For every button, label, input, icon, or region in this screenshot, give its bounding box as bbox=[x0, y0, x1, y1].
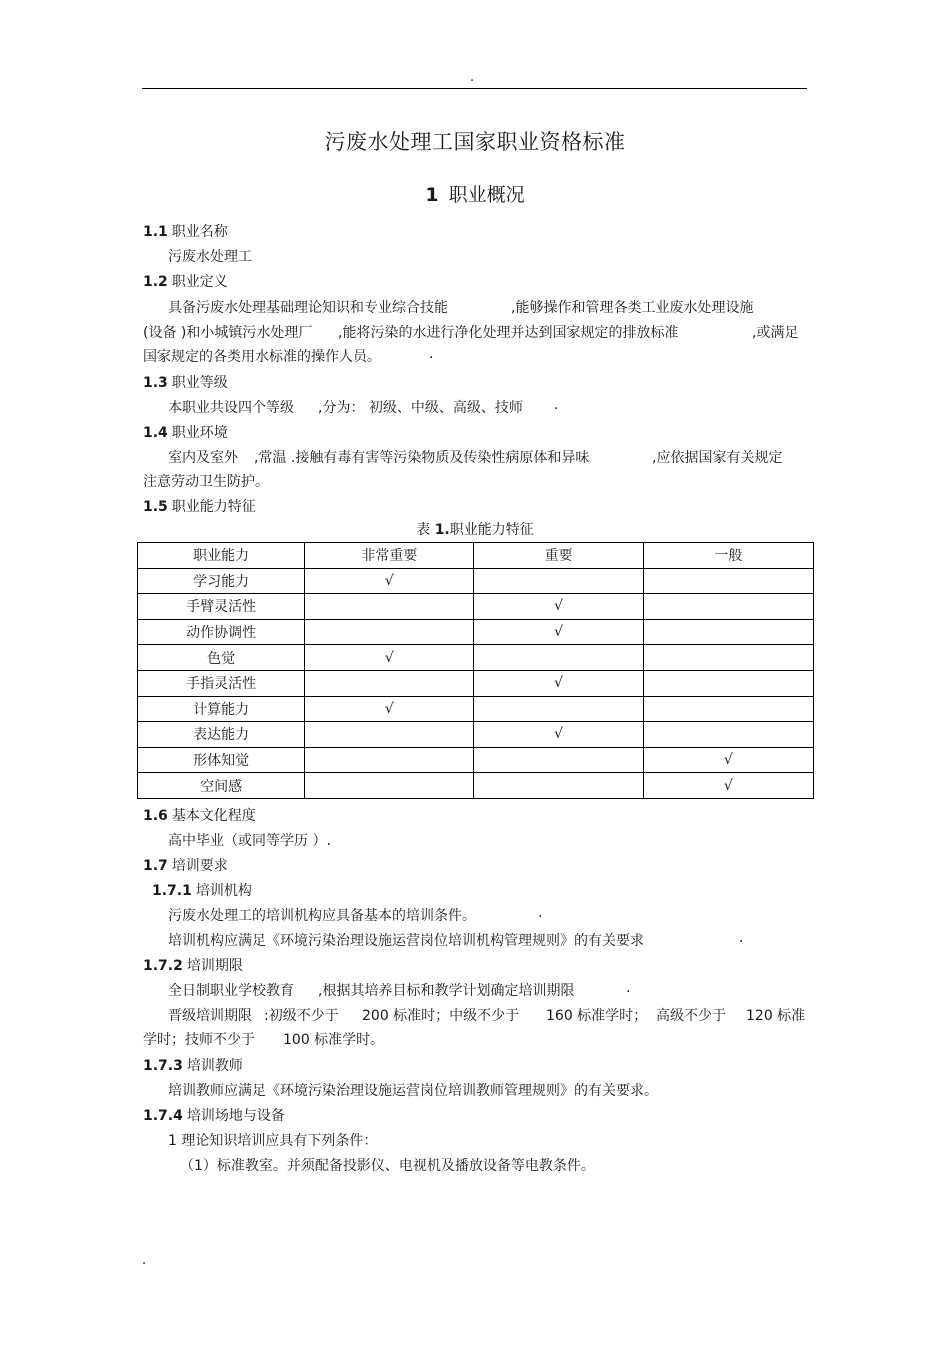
check-cell: √ bbox=[305, 568, 474, 594]
facility-text-1: 1 理论知识培训应具有下列条件： bbox=[168, 1133, 378, 1149]
ability-cell: 动作协调性 bbox=[138, 619, 305, 645]
duration-text-3a: 学时；技师不少于 bbox=[143, 1032, 255, 1048]
ability-cell: 色觉 bbox=[138, 645, 305, 671]
section-title: 职业环境 bbox=[171, 425, 228, 441]
duration-text-2c: 200 标准时；中级不少于 bbox=[362, 1008, 520, 1024]
section-number: 1.6 bbox=[143, 808, 168, 824]
check-cell bbox=[305, 594, 474, 620]
definition-line-1a: 具备污废水处理基础理论知识和专业综合技能 bbox=[168, 300, 448, 316]
ability-cell: 形体知觉 bbox=[138, 747, 305, 773]
definition-line-2a: (设备 )和小城镇污水处理厂 bbox=[143, 325, 313, 341]
table-row bbox=[138, 619, 814, 645]
table-row bbox=[138, 645, 814, 671]
section-title: 职业能力特征 bbox=[171, 499, 256, 515]
section-title: 培训要求 bbox=[171, 858, 228, 874]
check-cell bbox=[474, 773, 643, 799]
section-title: 培训教师 bbox=[186, 1058, 243, 1074]
check-cell bbox=[305, 619, 474, 645]
duration-text-1c: . bbox=[626, 980, 631, 996]
section-1-7-2-heading bbox=[143, 955, 243, 975]
check-cell bbox=[643, 696, 813, 722]
environment-text-a: 室内及室外 bbox=[168, 450, 238, 466]
section-title: 培训期限 bbox=[186, 958, 243, 974]
check-cell bbox=[474, 747, 643, 773]
check-cell: √ bbox=[474, 722, 643, 748]
institution-text-1a: 污废水处理工的培训机构应具备基本的培训条件。 bbox=[168, 908, 476, 924]
caption-number: 1. bbox=[434, 522, 450, 538]
section-1-6-heading bbox=[143, 805, 256, 825]
definition-line-3b: . bbox=[429, 346, 434, 362]
ability-cell: 计算能力 bbox=[138, 696, 305, 722]
ability-cell: 手臂灵活性 bbox=[138, 594, 305, 620]
section-1-7-4-heading bbox=[143, 1105, 285, 1125]
section-title: 职业名称 bbox=[171, 224, 228, 240]
section-number: 1.1 bbox=[143, 224, 168, 240]
section-number: 1.3 bbox=[143, 375, 168, 391]
definition-line-2b: ,能将污染的水进行净化处理并达到国家规定的排放标准 bbox=[338, 325, 679, 341]
section-1-5-heading bbox=[143, 496, 256, 516]
check-cell bbox=[474, 696, 643, 722]
section-1-4-heading bbox=[143, 422, 228, 442]
section-1-7-3-heading bbox=[143, 1055, 243, 1075]
header-mark: . bbox=[470, 70, 475, 85]
footer-mark: . bbox=[142, 1253, 147, 1268]
header-cell: 重要 bbox=[474, 543, 643, 569]
table-row bbox=[138, 568, 814, 594]
definition-line-2c: ,或满足 bbox=[752, 325, 799, 341]
chapter-heading bbox=[0, 180, 950, 207]
check-cell bbox=[643, 670, 813, 696]
table-row bbox=[138, 670, 814, 696]
duration-text-2a: 晋级培训期限 bbox=[168, 1008, 252, 1024]
table-row bbox=[138, 696, 814, 722]
section-number: 1.2 bbox=[143, 274, 168, 290]
check-cell: √ bbox=[643, 773, 813, 799]
definition-line-3a: 国家规定的各类用水标准的操作人员。 bbox=[143, 349, 381, 365]
check-cell: √ bbox=[474, 670, 643, 696]
section-number: 1.7.3 bbox=[143, 1058, 183, 1074]
section-number: 1.7 bbox=[143, 858, 168, 874]
duration-text-2b: :初级不少于 bbox=[264, 1008, 339, 1024]
section-number: 1.5 bbox=[143, 499, 168, 515]
section-title: 职业定义 bbox=[171, 274, 228, 290]
levels-text-b: ,分为： 初级、中级、高级、技师 bbox=[318, 400, 523, 416]
ability-table bbox=[137, 542, 814, 799]
table-row bbox=[138, 594, 814, 620]
header-cell: 一般 bbox=[643, 543, 813, 569]
check-cell bbox=[305, 747, 474, 773]
institution-text-1b: . bbox=[538, 905, 543, 921]
duration-text-2f: 120 标准 bbox=[746, 1008, 806, 1024]
table-header-row bbox=[138, 543, 814, 569]
institution-text-2a: 培训机构应满足《环境污染治理设施运营岗位培训机构管理规则》的有关要求 bbox=[168, 933, 644, 949]
institution-text-2b: . bbox=[739, 930, 744, 946]
education-text: 高中毕业（或同等学历 ）. bbox=[168, 833, 331, 849]
table-row bbox=[138, 722, 814, 748]
check-cell bbox=[643, 619, 813, 645]
section-title: 职业等级 bbox=[171, 375, 228, 391]
chapter-number: 1 bbox=[425, 184, 439, 206]
ability-cell: 学习能力 bbox=[138, 568, 305, 594]
levels-text-c: . bbox=[554, 397, 559, 413]
teacher-text: 培训教师应满足《环境污染治理设施运营岗位培训教师管理规则》的有关要求。 bbox=[168, 1083, 658, 1099]
check-cell bbox=[474, 568, 643, 594]
header-cell: 非常重要 bbox=[305, 543, 474, 569]
section-number: 1.7.2 bbox=[143, 958, 183, 974]
section-number: 1.4 bbox=[143, 425, 168, 441]
duration-text-1b: ,根据其培养目标和教学计划确定培训期限 bbox=[318, 983, 575, 999]
environment-text-b: ,常温 .接触有毒有害等污染物质及传染性病原体和异味 bbox=[254, 450, 590, 466]
check-cell bbox=[305, 773, 474, 799]
header-rule bbox=[142, 88, 807, 89]
chapter-title: 职业概况 bbox=[448, 184, 525, 206]
duration-text-3b: 100 标准学时。 bbox=[283, 1032, 385, 1048]
caption-text: 职业能力特征 bbox=[449, 522, 534, 538]
section-1-2-heading bbox=[143, 271, 228, 291]
check-cell bbox=[305, 722, 474, 748]
check-cell bbox=[305, 670, 474, 696]
section-title: 培训场地与设备 bbox=[186, 1108, 285, 1124]
header-cell: 职业能力 bbox=[138, 543, 305, 569]
table-row bbox=[138, 747, 814, 773]
environment-text-c: ,应依据国家有关规定 bbox=[652, 450, 783, 466]
section-1-7-1-heading bbox=[152, 880, 252, 900]
duration-text-1a: 全日制职业学校教育 bbox=[168, 983, 294, 999]
facility-text-2: （1）标准教室。并须配备投影仪、电视机及播放设备等电教条件。 bbox=[180, 1158, 595, 1174]
levels-text-a: 本职业共设四个等级 bbox=[168, 400, 294, 416]
check-cell: √ bbox=[474, 594, 643, 620]
ability-cell: 手指灵活性 bbox=[138, 670, 305, 696]
section-1-1-heading bbox=[143, 221, 228, 241]
check-cell: √ bbox=[474, 619, 643, 645]
check-cell bbox=[643, 568, 813, 594]
definition-line-1b: ,能够操作和管理各类工业废水处理设施 bbox=[511, 300, 754, 316]
document-title: 污废水处理工国家职业资格标准 bbox=[324, 130, 626, 154]
table-row bbox=[138, 773, 814, 799]
ability-cell: 表达能力 bbox=[138, 722, 305, 748]
environment-text-d: 注意劳动卫生防护。 bbox=[143, 474, 269, 490]
ability-cell: 空间感 bbox=[138, 773, 305, 799]
occupation-name: 污废水处理工 bbox=[168, 249, 252, 265]
check-cell bbox=[474, 645, 643, 671]
duration-text-2e: 高级不少于 bbox=[656, 1008, 726, 1024]
section-number: 1.7.1 bbox=[152, 883, 192, 899]
check-cell: √ bbox=[305, 696, 474, 722]
check-cell: √ bbox=[643, 747, 813, 773]
section-title: 培训机构 bbox=[195, 883, 252, 899]
section-1-7-heading bbox=[143, 855, 228, 875]
check-cell bbox=[643, 645, 813, 671]
check-cell: √ bbox=[305, 645, 474, 671]
duration-text-2d: 160 标准学时； bbox=[546, 1008, 648, 1024]
table-caption bbox=[0, 519, 950, 539]
section-number: 1.7.4 bbox=[143, 1108, 183, 1124]
caption-prefix: 表 bbox=[416, 522, 435, 538]
section-title: 基本文化程度 bbox=[171, 808, 256, 824]
check-cell bbox=[643, 594, 813, 620]
check-cell bbox=[643, 722, 813, 748]
section-1-3-heading bbox=[143, 372, 228, 392]
